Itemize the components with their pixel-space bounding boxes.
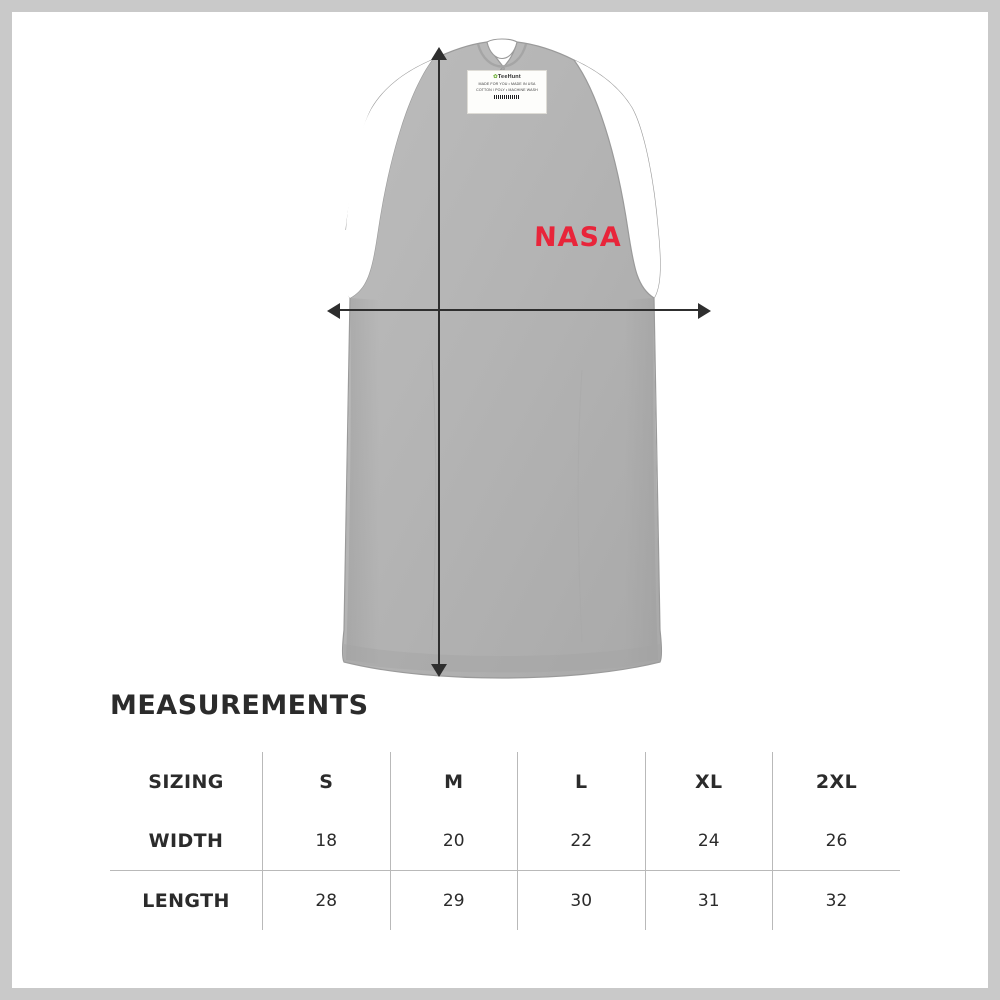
- column-header-m: M: [390, 752, 518, 811]
- chest-print-nasa-logo: NASA: [533, 221, 623, 253]
- table-row-width: [110, 811, 900, 871]
- label-line-1: MADE FOR YOU • MADE IN USA: [478, 82, 536, 87]
- brand-text: TeeHunt: [497, 74, 521, 80]
- column-header-xl: XL: [645, 752, 773, 811]
- column-header-2xl: 2XL: [815, 770, 858, 793]
- tshirt-shape: [282, 30, 722, 680]
- table-header-row: [110, 752, 900, 811]
- length-2xl-value: 32: [825, 890, 848, 911]
- size-chart-table: [110, 752, 900, 930]
- row-label-width: WIDTH: [110, 811, 263, 871]
- column-header-sizing: SIZING: [110, 752, 263, 811]
- width-m-value: 20: [390, 811, 518, 871]
- width-2xl-value: 26: [773, 811, 901, 871]
- width-xl-value: 24: [645, 811, 773, 871]
- barcode-icon: [494, 95, 520, 99]
- neck-brand-label: [467, 70, 547, 114]
- length-l-value: 30: [518, 871, 646, 931]
- width-arrow-right-icon: [698, 303, 711, 319]
- leaf-icon: ✿: [493, 74, 498, 80]
- length-xl-value: 31: [645, 871, 773, 931]
- width-arrow-left-icon: [327, 303, 340, 319]
- width-l-value: 22: [518, 811, 646, 871]
- garment-illustration: [12, 12, 988, 672]
- length-measurement-line: [438, 54, 440, 674]
- length-s-value: 28: [263, 871, 391, 931]
- length-arrow-down-icon: [431, 664, 447, 677]
- width-s-value: 18: [263, 811, 391, 871]
- column-header-s: S: [263, 752, 391, 811]
- length-arrow-up-icon: [431, 47, 447, 60]
- row-label-length: LENGTH: [110, 871, 263, 931]
- label-line-2: COTTON / POLY • MACHINE WASH: [476, 88, 538, 93]
- table-row-length: [110, 871, 900, 931]
- width-measurement-line: [334, 309, 706, 311]
- measurements-title: MEASUREMENTS: [110, 690, 369, 721]
- length-m-value: 29: [390, 871, 518, 931]
- white-canvas: [12, 12, 988, 988]
- brand-name: [468, 74, 546, 81]
- column-header-l: L: [518, 752, 646, 811]
